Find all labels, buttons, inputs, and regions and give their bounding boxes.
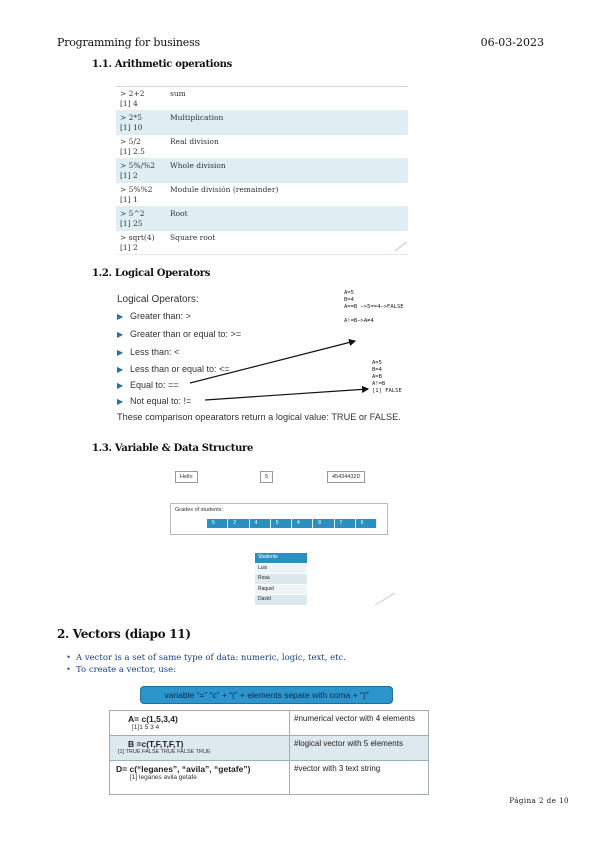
variable-box-number: 5 bbox=[260, 471, 273, 483]
document-title: Programming for business bbox=[57, 36, 200, 49]
bullet-dot-icon: • bbox=[66, 665, 72, 675]
code-cell: > 2*5 bbox=[120, 113, 142, 122]
triangle-bullet-icon: ▶ bbox=[117, 348, 124, 357]
resize-corner-icon bbox=[374, 592, 396, 606]
result-cell: [1] 4 bbox=[120, 99, 138, 108]
table-header: Students bbox=[255, 553, 307, 564]
slide-footer: These comparison opearators return a logical value: TRUE or FALSE. bbox=[117, 412, 401, 422]
description-cell: Real division bbox=[170, 137, 219, 146]
variable-box-id: 45434432D bbox=[327, 471, 365, 483]
output-cell: [1]1 5 3 4 bbox=[132, 724, 160, 731]
bullet-dot-icon: • bbox=[66, 653, 72, 663]
code-cell: B =c(T,F,T,F,T) bbox=[128, 739, 184, 749]
comment-cell: #numerical vector with 4 elements bbox=[290, 711, 429, 736]
comment-cell: #logical vector with 5 elements bbox=[290, 736, 429, 761]
grade-cell: 4 bbox=[250, 519, 271, 528]
arrow-not-equal-to bbox=[205, 389, 368, 400]
grade-cell: 2 bbox=[228, 519, 249, 528]
description-cell: Multiplication bbox=[170, 113, 224, 122]
section-heading-arithmetic: 1.1. Arithmetic operations bbox=[92, 59, 232, 70]
page-number: Página 2 de 10 bbox=[509, 797, 569, 805]
variable-box-text: Hello bbox=[175, 471, 198, 483]
code-cell: > 5/2 bbox=[120, 137, 141, 146]
triangle-bullet-icon: ▶ bbox=[117, 381, 124, 390]
triangle-bullet-icon: ▶ bbox=[117, 365, 124, 374]
section-heading-vectors: 2. Vectors (diapo 11) bbox=[57, 627, 191, 641]
section-heading-variables: 1.3. Variable & Data Structure bbox=[92, 443, 254, 454]
description-cell: sum bbox=[170, 89, 186, 98]
slide-title: Logical Operators: bbox=[117, 294, 199, 305]
list-item: ▶ Less than or equal to: <= bbox=[117, 364, 230, 374]
grades-label: Grades of students: bbox=[175, 507, 223, 513]
triangle-bullet-icon: ▶ bbox=[117, 312, 124, 321]
section-heading-logical: 1.2. Logical Operators bbox=[92, 268, 211, 279]
output-cell: [1] leganes avila getafe bbox=[130, 774, 197, 781]
code-cell: D= c(“leganes”, “avila”, “getafe”) bbox=[116, 764, 251, 774]
comment-cell: #vector with 3 text string bbox=[290, 761, 429, 795]
grade-cell: 5 bbox=[271, 519, 292, 528]
document-date: 06-03-2023 bbox=[480, 36, 544, 49]
students-table bbox=[255, 553, 307, 606]
output-cell: [1] TRUE FALSE TRUE FALSE TRUE bbox=[118, 749, 211, 755]
triangle-bullet-icon: ▶ bbox=[117, 330, 124, 339]
grade-cell: 5 bbox=[207, 519, 228, 528]
table-row: Luis bbox=[255, 564, 307, 575]
code-cell: > sqrt(4) bbox=[120, 233, 155, 242]
table-row bbox=[110, 761, 429, 795]
description-cell: Square root bbox=[170, 233, 216, 242]
grade-cell: 7 bbox=[335, 519, 356, 528]
code-cell: > 5%%2 bbox=[120, 185, 153, 194]
list-item: ▶ Not equal to: != bbox=[117, 396, 192, 406]
handwritten-note: A=5 B=4 A==B —>5==4—>FALSE A!=B—>A≠4 bbox=[344, 290, 404, 324]
vector-syntax-banner: variable “=” “c” + “(” + elements sepate with coma + “)” bbox=[141, 687, 392, 703]
triangle-bullet-icon: ▶ bbox=[117, 397, 124, 406]
result-cell: [1] 25 bbox=[120, 219, 143, 228]
vector-examples-table bbox=[109, 710, 429, 795]
grade-cell: 6 bbox=[356, 519, 377, 528]
list-item: • To create a vector, use: bbox=[66, 665, 177, 675]
list-item: ▶ Greater than: > bbox=[117, 311, 191, 321]
description-cell: Whole division bbox=[170, 161, 226, 170]
table-row bbox=[110, 711, 429, 736]
result-cell: [1] 10 bbox=[120, 123, 143, 132]
handwritten-note: A=5 B=4 A=B A!=B [1] FALSE bbox=[372, 360, 402, 394]
arrow-equal-to bbox=[190, 341, 355, 383]
list-item: ▶ Greater than or equal to: >= bbox=[117, 329, 242, 339]
grade-cell: 4 bbox=[292, 519, 313, 528]
list-item: • A vector is a set of same type of data: numeric, logic, text, etc. bbox=[66, 653, 347, 663]
result-cell: [1] 1 bbox=[120, 195, 138, 204]
result-cell: [1] 2 bbox=[120, 171, 138, 180]
grade-cell: 8 bbox=[313, 519, 334, 528]
code-cell: > 5%/%2 bbox=[120, 161, 155, 170]
table-row: Raquel bbox=[255, 585, 307, 596]
code-cell: > 5^2 bbox=[120, 209, 145, 218]
table-row: David bbox=[255, 595, 307, 606]
list-item: ▶ Less than: < bbox=[117, 347, 180, 357]
description-cell: Root bbox=[170, 209, 188, 218]
list-item: ▶ Equal to: == bbox=[117, 380, 179, 390]
result-cell: [1] 2 bbox=[120, 243, 138, 252]
code-cell: > 2+2 bbox=[120, 89, 145, 98]
grades-values bbox=[207, 519, 377, 528]
table-row: Rosa bbox=[255, 574, 307, 585]
result-cell: [1] 2.5 bbox=[120, 147, 145, 156]
description-cell: Module división (remainder) bbox=[170, 185, 279, 194]
code-cell: A= c(1,5,3,4) bbox=[128, 714, 178, 724]
table-row bbox=[110, 736, 429, 761]
